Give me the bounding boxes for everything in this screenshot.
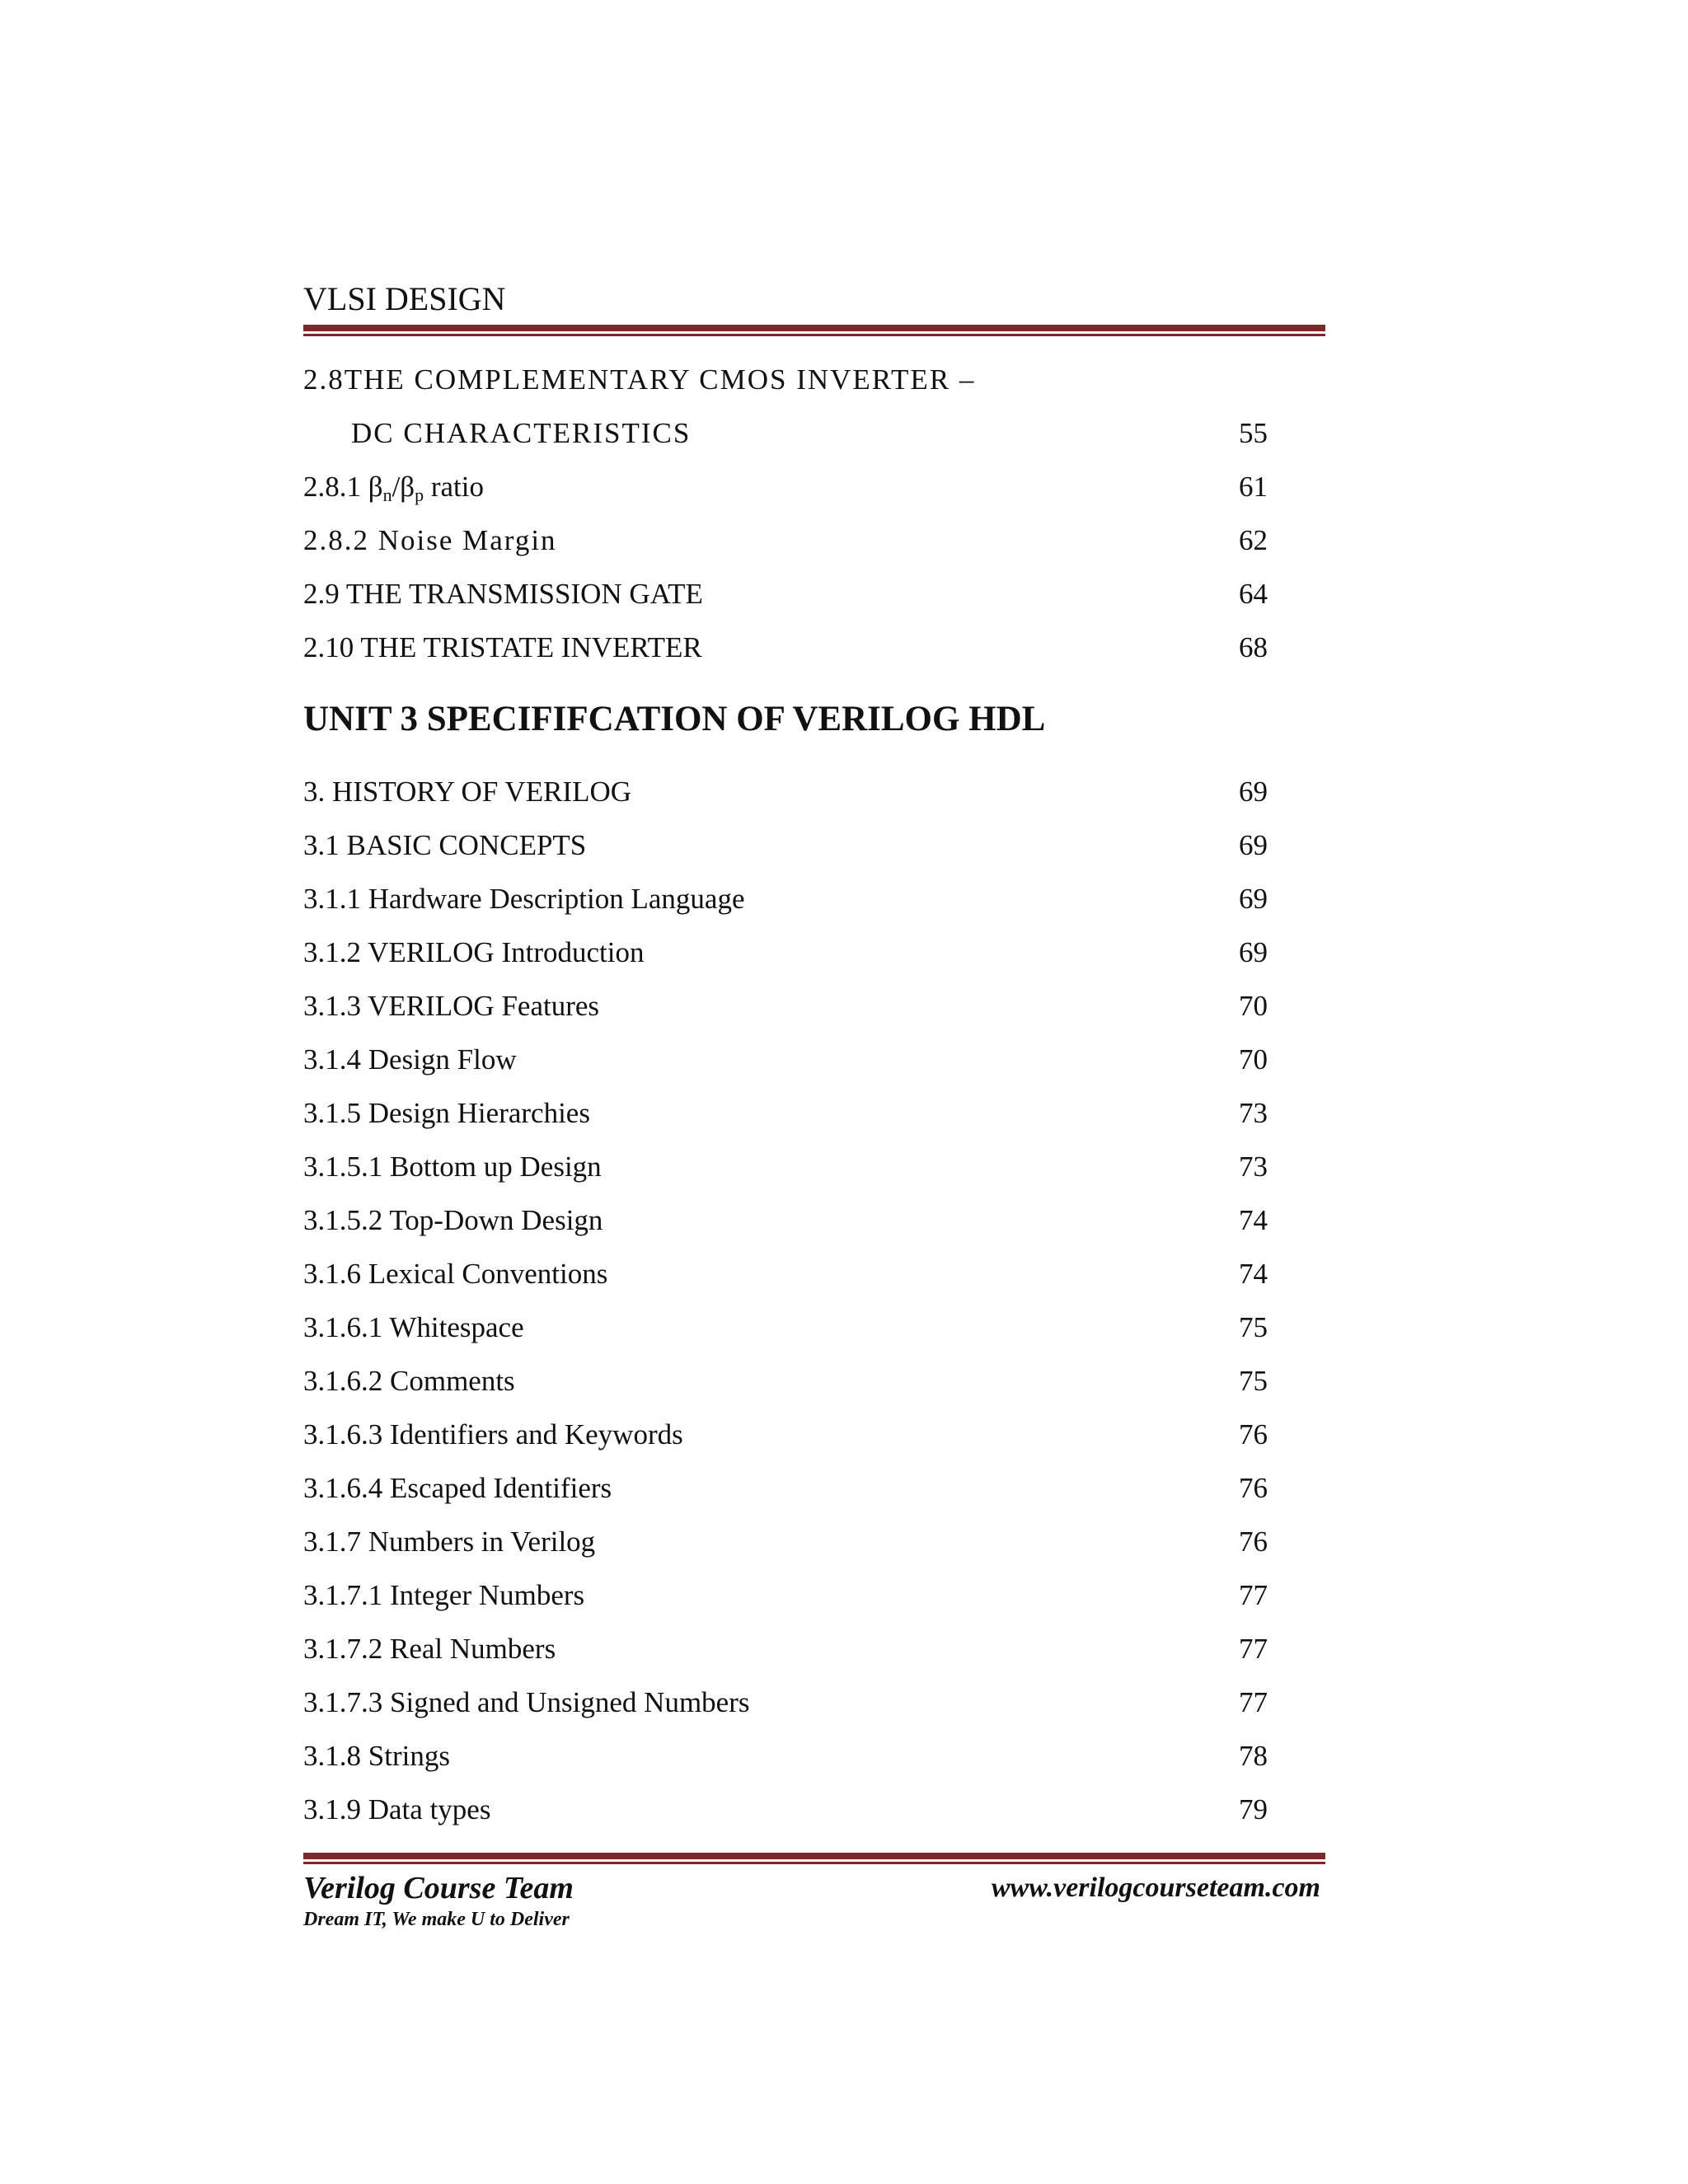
footer-website-link[interactable]: www.verilogcourseteam.com	[991, 1872, 1320, 1903]
toc-entry-label: 3. HISTORY OF VERILOG	[303, 776, 632, 808]
footer-team-name: Verilog Course Team	[303, 1871, 574, 1905]
toc-entry-page: 61	[1239, 471, 1268, 503]
toc-entry-label: DC CHARACTERISTICS	[351, 417, 692, 449]
toc-entry-label: 3.1.7.3 Signed and Unsigned Numbers	[303, 1686, 750, 1718]
toc-entry-page: 76	[1239, 1418, 1268, 1451]
toc-entry[interactable]	[303, 1354, 1268, 1408]
toc-entry-label: 3.1.6.2 Comments	[303, 1365, 515, 1397]
toc-section	[303, 765, 1268, 1836]
footer-tagline: Dream IT, We make U to Deliver	[303, 1909, 570, 1930]
toc-entry-page: 62	[1239, 524, 1268, 556]
header-divider	[303, 325, 1325, 336]
toc-entry-page: 74	[1239, 1204, 1268, 1236]
toc-entry[interactable]	[303, 1729, 1268, 1783]
toc-entry-label: 2.8.2 Noise Margin	[303, 524, 557, 556]
toc-entry-label: 2.9 THE TRANSMISSION GATE	[303, 578, 703, 610]
toc-entry[interactable]	[303, 567, 1268, 621]
toc-entry-label: 3.1.6.4 Escaped Identifiers	[303, 1472, 612, 1504]
toc-entry-label: 3.1.3 VERILOG Features	[303, 990, 600, 1022]
toc-entry[interactable]	[303, 513, 1268, 567]
toc-entry[interactable]	[303, 1301, 1268, 1354]
toc-entry-label: 2.8THE COMPLEMENTARY CMOS INVERTER –	[303, 363, 976, 396]
toc-entry-page: 77	[1239, 1579, 1268, 1611]
toc-entry-page: 68	[1239, 631, 1268, 663]
toc-entry-label: 3.1.9 Data types	[303, 1793, 491, 1825]
toc-entry[interactable]	[303, 1247, 1268, 1301]
toc-entry-page: 74	[1239, 1258, 1268, 1290]
toc-entry-page: 75	[1239, 1311, 1268, 1343]
toc-entry-label: 3.1.4 Design Flow	[303, 1043, 517, 1076]
toc-entry[interactable]	[303, 872, 1268, 926]
toc-entry[interactable]	[303, 1622, 1268, 1675]
toc-entry-label: 3.1.7 Numbers in Verilog	[303, 1526, 596, 1558]
toc-entry-label: 3.1.7.2 Real Numbers	[303, 1633, 556, 1665]
toc-entry[interactable]	[303, 1675, 1268, 1729]
footer-divider	[303, 1853, 1325, 1864]
toc-entry[interactable]	[303, 979, 1268, 1033]
toc-entry[interactable]	[303, 1086, 1268, 1140]
toc-entry[interactable]	[303, 1515, 1268, 1568]
toc-entry-page: 73	[1239, 1097, 1268, 1129]
toc-entry-page: 69	[1239, 829, 1268, 861]
toc-entry-page: 75	[1239, 1365, 1268, 1397]
toc-entry-page: 78	[1239, 1740, 1268, 1772]
toc-entry-page: 55	[1239, 417, 1268, 449]
toc-entry-page: 70	[1239, 990, 1268, 1022]
toc-entry[interactable]	[303, 765, 1268, 818]
toc-entry-label: 3.1.5 Design Hierarchies	[303, 1097, 590, 1129]
toc-entry-page: 77	[1239, 1686, 1268, 1718]
toc-entry[interactable]	[303, 621, 1268, 674]
toc-entry[interactable]	[303, 1408, 1268, 1461]
toc-entry-label: 3.1.5.1 Bottom up Design	[303, 1151, 602, 1183]
toc-entry-label: 3.1.6.1 Whitespace	[303, 1311, 524, 1343]
toc-entry-page: 70	[1239, 1043, 1268, 1076]
document-title: VLSI DESIGN	[303, 280, 506, 317]
toc-entry-label: 3.1.7.1 Integer Numbers	[303, 1579, 585, 1611]
toc-entry[interactable]	[303, 1568, 1268, 1622]
footer-branding	[303, 1869, 574, 1932]
toc-entry[interactable]	[303, 926, 1268, 979]
toc-entry-label: 3.1.1 Hardware Description Language	[303, 883, 745, 915]
table-of-contents	[303, 353, 1268, 1836]
toc-entry-label: 3.1 BASIC CONCEPTS	[303, 829, 587, 861]
toc-entry-page: 77	[1239, 1633, 1268, 1665]
toc-entry-label: 3.1.6 Lexical Conventions	[303, 1258, 608, 1290]
toc-entry-label: 3.1.8 Strings	[303, 1740, 450, 1772]
toc-entry[interactable]	[303, 1140, 1268, 1193]
toc-entry[interactable]	[303, 460, 1268, 513]
toc-entry-page: 73	[1239, 1151, 1268, 1183]
toc-entry-page: 76	[1239, 1526, 1268, 1558]
toc-entry-page: 69	[1239, 936, 1268, 968]
toc-entry-page: 76	[1239, 1472, 1268, 1504]
toc-entry-label: 2.8.1 $\beta_n/\beta_p$ ratio	[303, 471, 484, 505]
toc-entry[interactable]	[303, 1783, 1268, 1836]
toc-entry-label: 2.10 THE TRISTATE INVERTER	[303, 631, 702, 663]
toc-entry[interactable]	[303, 353, 1268, 406]
unit-heading: UNIT 3 SPECIFIFCATION OF VERILOG HDL	[303, 700, 1046, 738]
toc-entry-label: 3.1.2 VERILOG Introduction	[303, 936, 645, 968]
toc-entry-page: 64	[1239, 578, 1268, 610]
toc-entry[interactable]	[303, 1461, 1268, 1515]
toc-entry-label: 3.1.6.3 Identifiers and Keywords	[303, 1418, 683, 1451]
toc-entry[interactable]	[303, 406, 1268, 460]
toc-entry-label: 3.1.5.2 Top-Down Design	[303, 1204, 603, 1236]
toc-entry[interactable]	[303, 1193, 1268, 1247]
toc-entry-page: 69	[1239, 883, 1268, 915]
page-header	[303, 279, 1325, 320]
toc-entry[interactable]	[303, 1033, 1268, 1086]
toc-entry-page: 79	[1239, 1793, 1268, 1825]
toc-entry[interactable]	[303, 818, 1268, 872]
toc-entry-page: 69	[1239, 776, 1268, 808]
